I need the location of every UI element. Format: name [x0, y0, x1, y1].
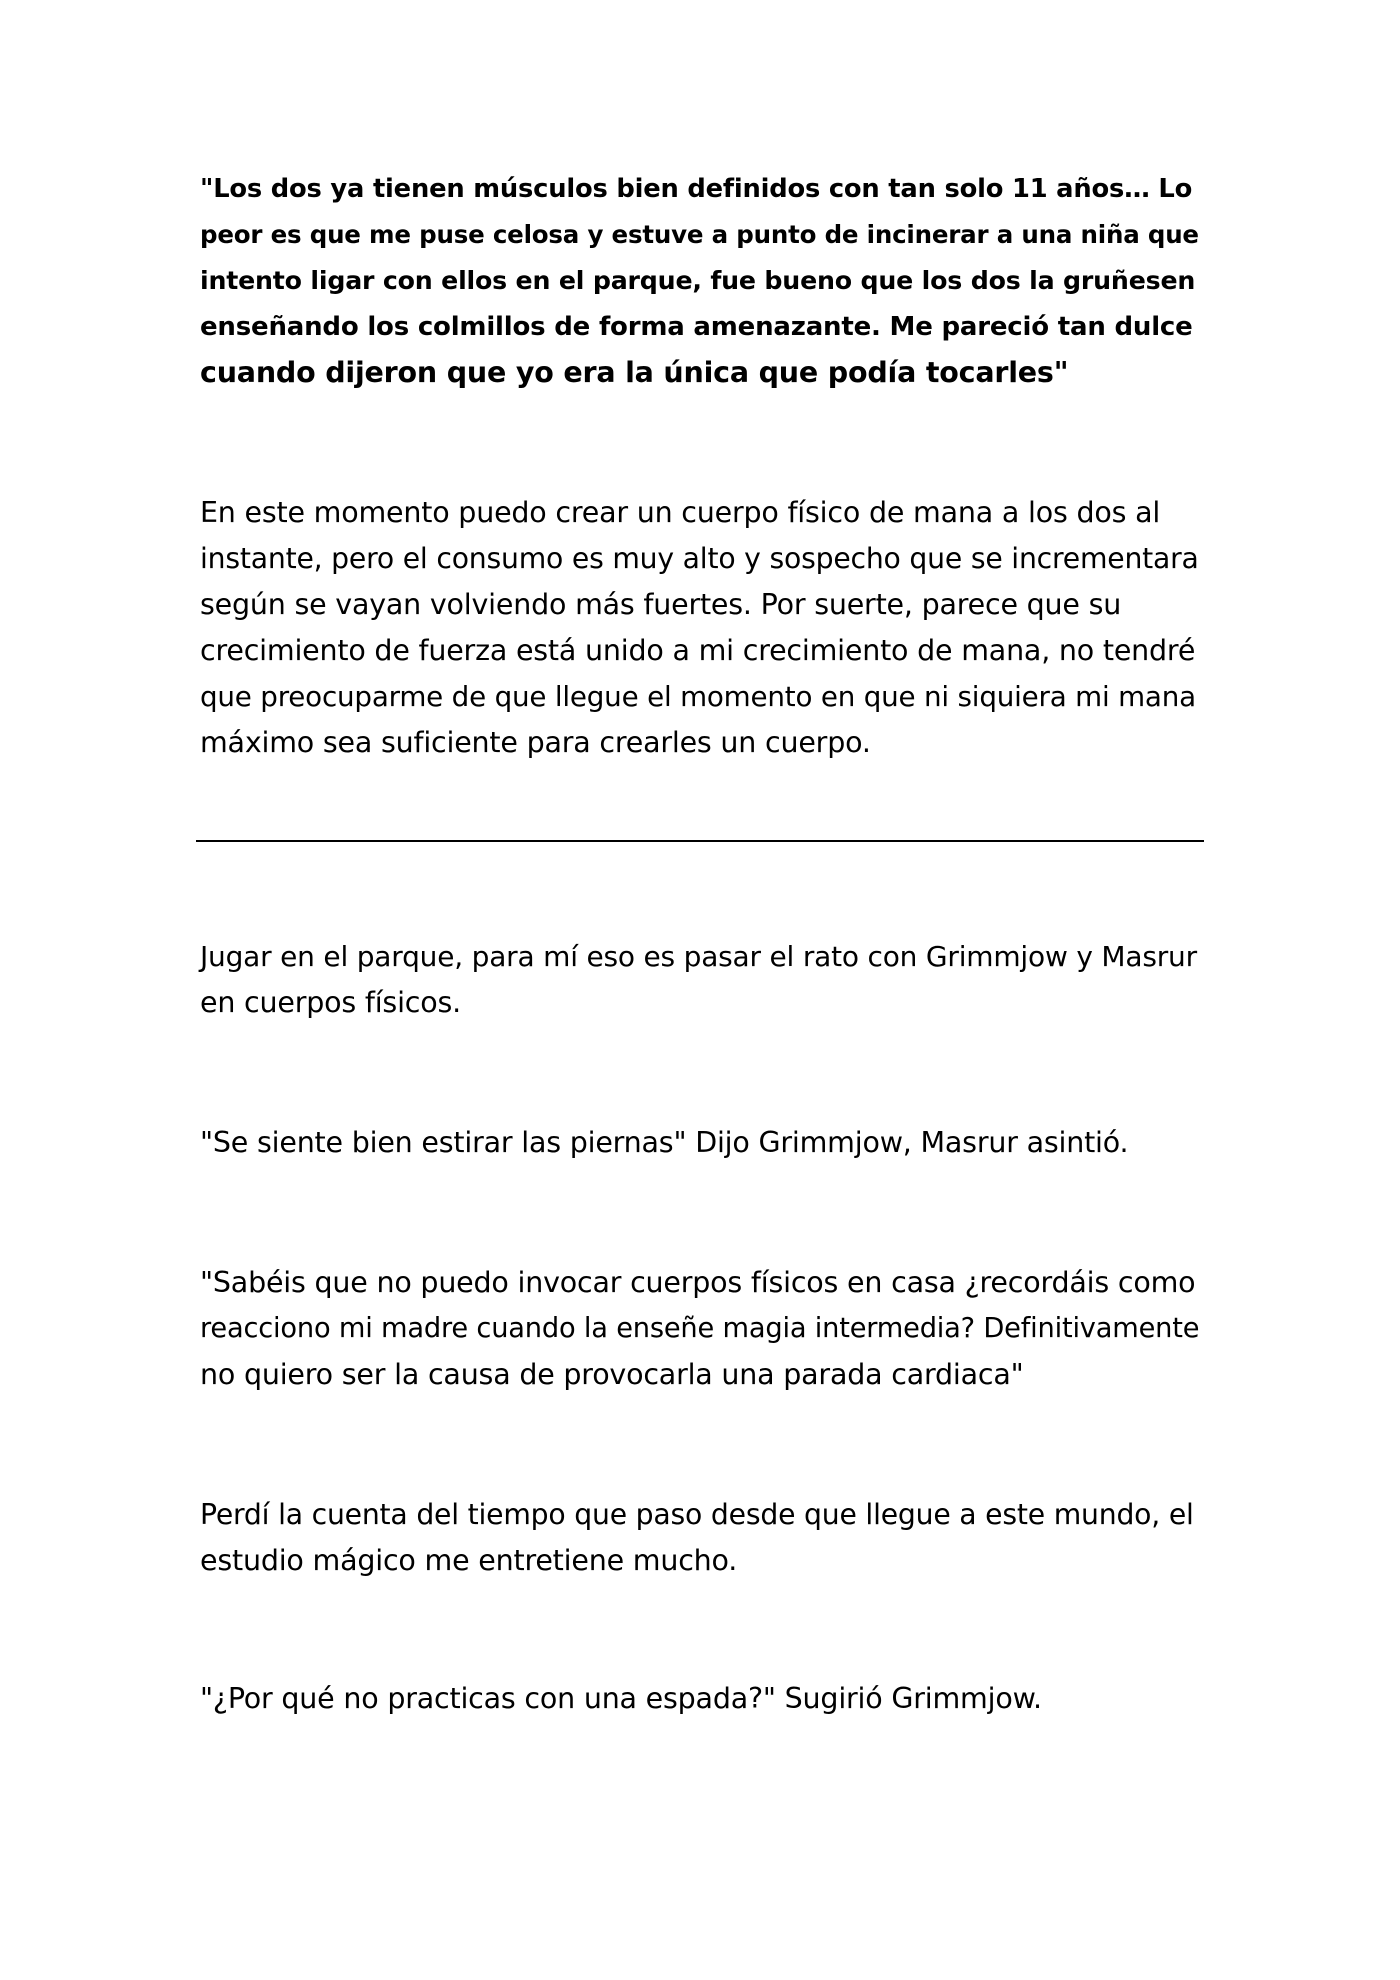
text-line: peor es que me puse celosa y estuve a punto de incinerar a una niña que [200, 220, 1199, 249]
text-line: máximo sea suficiente para crearles un cuerpo. [200, 726, 871, 759]
text-line: reacciono mi madre cuando la enseñe magia intermedia? Definitivamente [200, 1313, 1200, 1344]
text-line: "Los dos ya tienen músculos bien definidos con tan solo 11 años… Lo [200, 174, 1193, 204]
text-line: que preocuparme de que llegue el momento en que ni siquiera mi mana [200, 680, 1196, 713]
text-line: "¿Por qué no practicas con una espada?" Sugirió Grimmjow. [200, 1682, 1042, 1715]
paragraph-narration-mana [200, 490, 1200, 766]
text-line: Perdí la cuenta del tiempo que paso desde que llegue a este mundo, el [200, 1498, 1194, 1531]
text-line: intento ligar con ellos en el parque, fue bueno que los dos la gruñesen [200, 266, 1196, 295]
section-divider [196, 840, 1204, 842]
text-line: estudio mágico me entretiene mucho. [200, 1544, 738, 1577]
text-line: crecimiento de fuerza está unido a mi crecimiento de mana, no tendré [200, 634, 1196, 667]
paragraph-narration-time [200, 1492, 1200, 1584]
paragraph-dialogue-sword [200, 1676, 1200, 1722]
text-line: Jugar en el parque, para mí eso es pasar el rato con Grimmjow y Masrur [200, 940, 1197, 973]
text-line: instante, pero el consumo es muy alto y sospecho que se incrementara [200, 542, 1199, 575]
text-line: "Sabéis que no puedo invocar cuerpos físicos en casa ¿recordáis como [200, 1266, 1196, 1299]
text-line: no quiero ser la causa de provocarla una parada cardiaca" [200, 1358, 1024, 1391]
paragraph-dialogue-home [200, 1260, 1200, 1398]
text-line: en cuerpos físicos. [200, 986, 462, 1019]
paragraph-dialogue-legs [200, 1120, 1200, 1166]
paragraph-bold-dialogue [200, 166, 1200, 396]
text-line: enseñando los colmillos de forma amenazante. Me pareció tan dulce [200, 312, 1193, 342]
paragraph-narration-park [200, 934, 1200, 1026]
text-line: "Se siente bien estirar las piernas" Dijo Grimmjow, Masrur asintió. [200, 1126, 1129, 1159]
text-line: según se vayan volviendo más fuertes. Por suerte, parece que su [200, 588, 1122, 621]
text-line: cuando dijeron que yo era la única que podía tocarles" [200, 356, 1069, 389]
text-line: En este momento puedo crear un cuerpo físico de mana a los dos al [200, 496, 1161, 529]
